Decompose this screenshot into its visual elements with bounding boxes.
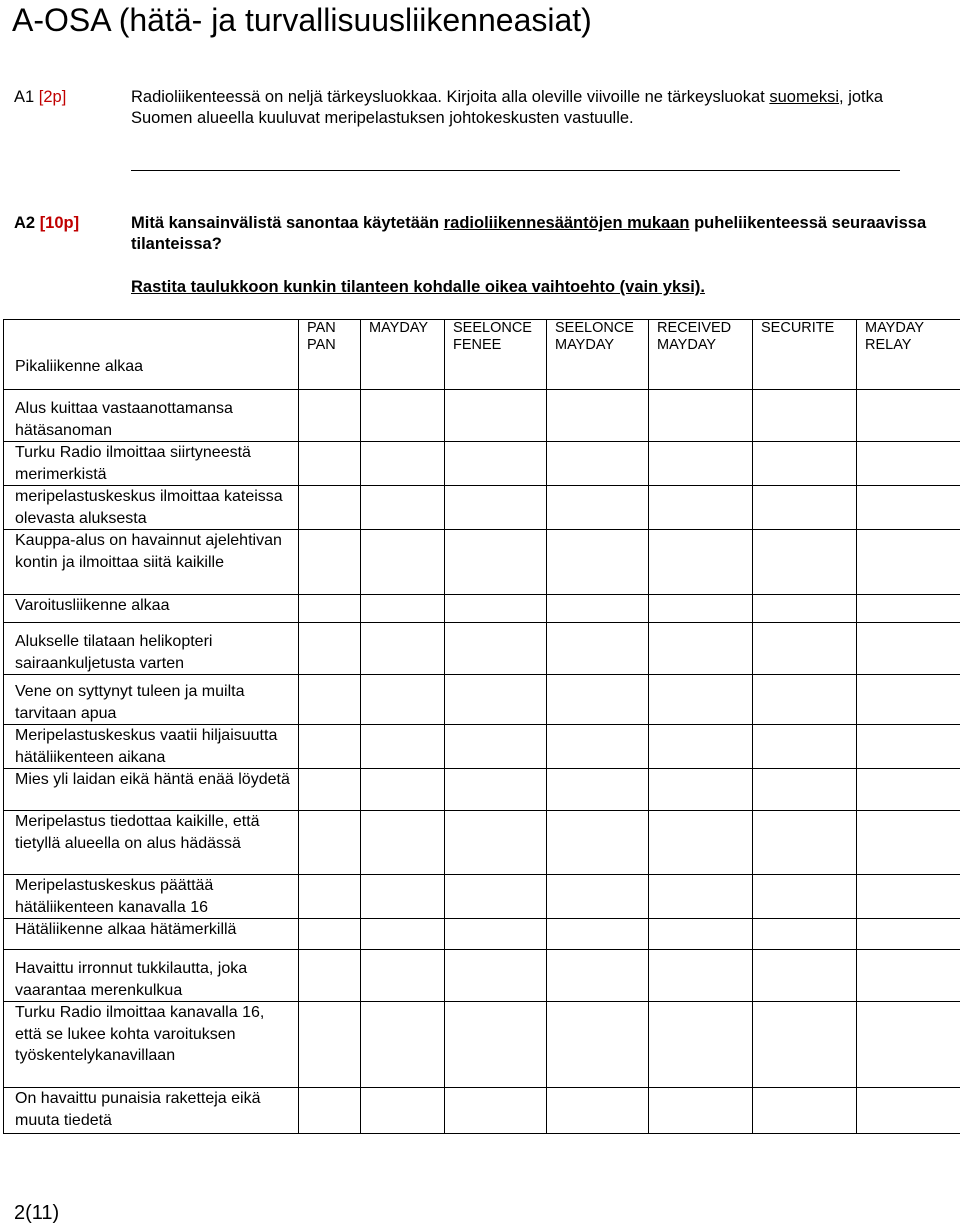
checkbox-cell[interactable] [857, 595, 960, 623]
question-a2-label [14, 213, 79, 234]
checkbox-cell[interactable] [547, 1002, 649, 1088]
checkbox-cell[interactable] [361, 390, 445, 442]
checkbox-cell[interactable] [361, 1002, 445, 1088]
checkbox-cell[interactable] [299, 725, 361, 769]
question-a2-text-underlined: radioliikennesääntöjen mukaan [443, 214, 690, 232]
situation-cell [4, 530, 299, 595]
checkbox-cell[interactable] [299, 390, 361, 442]
checkbox-cell[interactable] [445, 725, 547, 769]
checkbox-cell[interactable] [547, 919, 649, 950]
table-row [4, 725, 960, 769]
checkbox-cell[interactable] [445, 811, 547, 875]
checkbox-cell[interactable] [445, 442, 547, 486]
question-a1-text-part1: Radioliikenteessä on neljä tärkeysluokkaa. Kirjoita alla oleville viivoille ne tärkeysluokat [131, 88, 765, 106]
checkbox-cell[interactable] [753, 1002, 857, 1088]
checkbox-cell[interactable] [299, 769, 361, 811]
table-row [4, 595, 960, 623]
situation-text: Turku Radio ilmoittaa kanavalla 16, että se lukee kohta varoituksen työskentelykanavillaan [15, 1004, 265, 1064]
situation-text: Alus kuittaa vastaanottamansa hätäsanoman [15, 400, 233, 439]
checkbox-cell[interactable] [445, 675, 547, 725]
checkbox-cell[interactable] [361, 875, 445, 919]
situation-text: Hätäliikenne alkaa hätämerkillä [15, 921, 237, 938]
situation-cell [4, 1002, 299, 1088]
page-title: A-OSA (hätä- ja turvallisuusliikenneasiat) [12, 2, 592, 38]
checkbox-cell[interactable] [857, 623, 960, 675]
situation-text: Mies yli laidan eikä häntä enää löydetä [15, 771, 290, 788]
checkbox-cell[interactable] [547, 950, 649, 1002]
checkbox-cell[interactable] [445, 919, 547, 950]
question-a2-text-part1: Mitä kansainvälistä sanontaa käytetään [131, 214, 440, 232]
checkbox-cell[interactable] [445, 530, 547, 595]
checkbox-cell[interactable] [857, 390, 960, 442]
table-row [4, 919, 960, 950]
checkbox-cell[interactable] [299, 486, 361, 530]
checkbox-cell[interactable] [361, 486, 445, 530]
checkbox-cell[interactable] [753, 769, 857, 811]
checkbox-cell[interactable] [361, 811, 445, 875]
option-header-line1: MAYDAY [369, 320, 429, 336]
option-header-line1: MAYDAY [865, 320, 925, 336]
checkbox-cell[interactable] [649, 1088, 753, 1134]
situation-text: Turku Radio ilmoittaa siirtyneestä merimerkistä [15, 444, 251, 483]
checkbox-cell[interactable] [649, 442, 753, 486]
checkbox-cell[interactable] [649, 1002, 753, 1088]
checkbox-cell[interactable] [299, 811, 361, 875]
checkbox-cell[interactable] [547, 442, 649, 486]
situation-text: On havaittu punaisia raketteja eikä muuta tiedetä [15, 1090, 261, 1129]
checkbox-cell[interactable] [857, 530, 960, 595]
situation-cell [4, 595, 299, 623]
checkbox-cell[interactable] [547, 623, 649, 675]
checkbox-cell[interactable] [753, 919, 857, 950]
checkbox-cell[interactable] [857, 1088, 960, 1134]
checkbox-cell[interactable] [857, 675, 960, 725]
checkbox-cell[interactable] [361, 919, 445, 950]
checkbox-cell[interactable] [547, 725, 649, 769]
situation-cell [4, 919, 299, 950]
table-row [4, 1088, 960, 1134]
checkbox-cell[interactable] [445, 595, 547, 623]
checkbox-cell[interactable] [547, 1088, 649, 1134]
question-a2-number: A2 [14, 214, 36, 232]
option-header[interactable] [445, 320, 547, 390]
situation-text: Varoitusliikenne alkaa [15, 597, 170, 614]
table-row [4, 875, 960, 919]
checkbox-cell[interactable] [445, 1002, 547, 1088]
checkbox-cell[interactable] [361, 725, 445, 769]
checkbox-cell[interactable] [649, 919, 753, 950]
situation-text: Meripelastuskeskus päättää hätäliikenteen kanavalla 16 [15, 877, 214, 916]
checkbox-cell[interactable] [445, 486, 547, 530]
table-row [4, 769, 960, 811]
checkbox-cell[interactable] [649, 725, 753, 769]
table-row [4, 390, 960, 442]
situation-cell [4, 811, 299, 875]
answer-table-body [4, 320, 960, 1134]
situation-text: Kauppa-alus on havainnut ajelehtivan kontin ja ilmoittaa siitä kaikille [15, 532, 282, 571]
checkbox-cell[interactable] [753, 950, 857, 1002]
question-a1-text-part2: , jotka Suomen alueella kuuluvat meripelastuksen johtokeskusten vastuulle. [131, 88, 884, 127]
question-a2-instruction: Rastita taulukkoon kunkin tilanteen kohdalle oikea vaihtoehto (vain yksi). [131, 278, 705, 296]
checkbox-cell[interactable] [857, 811, 960, 875]
situation-cell [4, 320, 299, 390]
checkbox-cell[interactable] [299, 875, 361, 919]
checkbox-cell[interactable] [547, 390, 649, 442]
checkbox-cell[interactable] [299, 595, 361, 623]
option-header-line1: SEELONCE [453, 320, 532, 336]
checkbox-cell[interactable] [649, 486, 753, 530]
checkbox-cell[interactable] [649, 950, 753, 1002]
checkbox-cell[interactable] [857, 875, 960, 919]
checkbox-cell[interactable] [445, 1088, 547, 1134]
situation-text: Meripelastuskeskus vaatii hiljaisuutta hätäliikenteen aikana [15, 727, 278, 766]
situation-cell [4, 390, 299, 442]
checkbox-cell[interactable] [445, 875, 547, 919]
page-number: 2(11) [14, 1202, 60, 1224]
checkbox-cell[interactable] [649, 875, 753, 919]
checkbox-cell[interactable] [857, 486, 960, 530]
option-header-line1: RECEIVED [657, 320, 732, 336]
checkbox-cell[interactable] [299, 623, 361, 675]
situation-cell [4, 442, 299, 486]
checkbox-cell[interactable] [299, 530, 361, 595]
situation-text: Havaittu irronnut tukkilautta, joka vaarantaa merenkulkua [15, 960, 248, 999]
option-header-line2: FENEE [453, 337, 502, 353]
checkbox-cell[interactable] [299, 1002, 361, 1088]
checkbox-cell[interactable] [649, 769, 753, 811]
option-header-line1: PAN [307, 320, 336, 336]
checkbox-cell[interactable] [361, 769, 445, 811]
option-header[interactable] [649, 320, 753, 390]
checkbox-cell[interactable] [857, 950, 960, 1002]
checkbox-cell[interactable] [547, 486, 649, 530]
option-header-line2: MAYDAY [555, 337, 615, 353]
situation-text: Vene on syttynyt tuleen ja muilta tarvitaan apua [15, 683, 245, 722]
situation-cell [4, 1088, 299, 1134]
question-a2-text-part2: puheliikenteessä seuraavissa tilanteissa? [131, 214, 927, 253]
situation-cell [4, 623, 299, 675]
situation-text: Pikaliikenne alkaa [15, 358, 144, 375]
table-row [4, 623, 960, 675]
situation-cell [4, 725, 299, 769]
checkbox-cell[interactable] [361, 623, 445, 675]
table-row [4, 811, 960, 875]
answer-line[interactable] [131, 170, 900, 171]
table-row [4, 950, 960, 1002]
checkbox-cell[interactable] [547, 530, 649, 595]
checkbox-cell[interactable] [547, 769, 649, 811]
situation-cell [4, 950, 299, 1002]
checkbox-cell[interactable] [299, 675, 361, 725]
table-row [4, 442, 960, 486]
checkbox-cell[interactable] [753, 623, 857, 675]
checkbox-cell[interactable] [857, 442, 960, 486]
checkbox-cell[interactable] [361, 530, 445, 595]
option-header[interactable] [299, 320, 361, 390]
checkbox-cell[interactable] [547, 875, 649, 919]
question-a1-label [14, 87, 66, 108]
checkbox-cell[interactable] [445, 950, 547, 1002]
checkbox-cell[interactable] [445, 769, 547, 811]
checkbox-cell[interactable] [753, 811, 857, 875]
checkbox-cell[interactable] [361, 595, 445, 623]
option-header-line2: MAYDAY [657, 337, 717, 353]
checkbox-cell[interactable] [753, 725, 857, 769]
checkbox-cell[interactable] [753, 486, 857, 530]
table-row [4, 675, 960, 725]
table-row [4, 320, 960, 390]
option-header[interactable] [547, 320, 649, 390]
option-header-line2: RELAY [865, 337, 912, 353]
option-header-line1: SECURITE [761, 320, 835, 336]
option-header-line1: SEELONCE [555, 320, 634, 336]
checkbox-cell[interactable] [857, 919, 960, 950]
situation-cell [4, 875, 299, 919]
option-header[interactable] [857, 320, 960, 390]
checkbox-cell[interactable] [649, 530, 753, 595]
checkbox-cell[interactable] [753, 390, 857, 442]
situation-text: Alukselle tilataan helikopteri sairaankuljetusta varten [15, 633, 213, 672]
checkbox-cell[interactable] [299, 442, 361, 486]
checkbox-cell[interactable] [299, 1088, 361, 1134]
question-a2-points: [10p] [39, 214, 80, 232]
checkbox-cell[interactable] [857, 1002, 960, 1088]
checkbox-cell[interactable] [299, 950, 361, 1002]
question-a1-points: [2p] [38, 88, 67, 106]
checkbox-cell[interactable] [753, 675, 857, 725]
question-a1-number: A1 [14, 88, 35, 106]
situation-text: Meripelastus tiedottaa kaikille, että tietyllä alueella on alus hädässä [15, 813, 260, 852]
checkbox-cell[interactable] [547, 675, 649, 725]
table-row [4, 486, 960, 530]
checkbox-cell[interactable] [649, 390, 753, 442]
checkbox-cell[interactable] [547, 595, 649, 623]
question-a1-text-underlined: suomeksi [769, 88, 840, 106]
checkbox-cell[interactable] [857, 769, 960, 811]
answer-table [3, 319, 960, 1134]
table-row [4, 1002, 960, 1088]
situation-cell [4, 769, 299, 811]
checkbox-cell[interactable] [753, 530, 857, 595]
checkbox-cell[interactable] [753, 875, 857, 919]
checkbox-cell[interactable] [649, 595, 753, 623]
checkbox-cell[interactable] [649, 675, 753, 725]
checkbox-cell[interactable] [753, 595, 857, 623]
option-header[interactable] [753, 320, 857, 390]
checkbox-cell[interactable] [753, 1088, 857, 1134]
question-a1-text [131, 87, 931, 129]
checkbox-cell[interactable] [361, 675, 445, 725]
checkbox-cell[interactable] [361, 1088, 445, 1134]
option-header-line2: PAN [307, 337, 336, 353]
checkbox-cell[interactable] [361, 950, 445, 1002]
checkbox-cell[interactable] [547, 811, 649, 875]
table-row [4, 530, 960, 595]
checkbox-cell[interactable] [857, 725, 960, 769]
checkbox-cell[interactable] [445, 390, 547, 442]
checkbox-cell[interactable] [299, 919, 361, 950]
checkbox-cell[interactable] [649, 811, 753, 875]
situation-cell [4, 486, 299, 530]
checkbox-cell[interactable] [445, 623, 547, 675]
checkbox-cell[interactable] [753, 442, 857, 486]
situation-text: meripelastuskeskus ilmoittaa kateissa olevasta aluksesta [15, 488, 283, 527]
situation-cell [4, 675, 299, 725]
checkbox-cell[interactable] [649, 623, 753, 675]
question-a2-text [131, 213, 931, 255]
option-header[interactable] [361, 320, 445, 390]
checkbox-cell[interactable] [361, 442, 445, 486]
